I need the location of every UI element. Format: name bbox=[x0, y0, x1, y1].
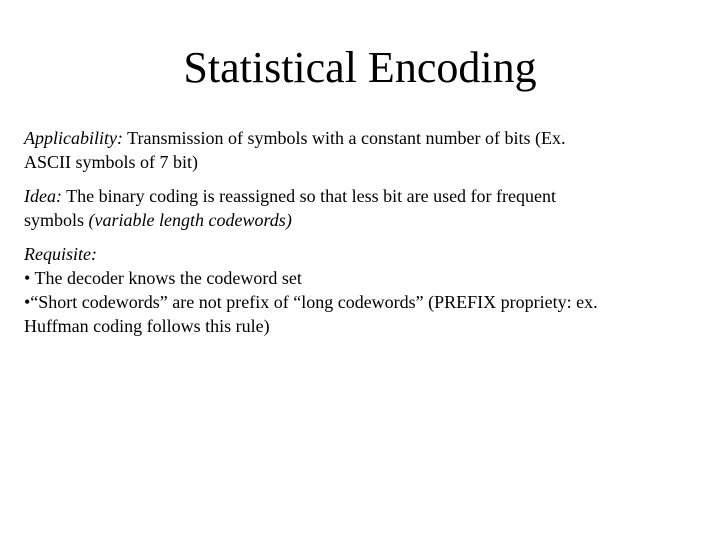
applicability-paragraph bbox=[24, 126, 704, 174]
idea-label: Idea: bbox=[24, 186, 62, 206]
idea-text-2-italic: (variable length codewords) bbox=[88, 210, 292, 230]
requisite-paragraph bbox=[24, 242, 704, 338]
requisite-bullet-2-line-2: Huffman coding follows this rule) bbox=[24, 316, 270, 336]
requisite-bullet-2-line-1: •“Short codewords” are not prefix of “long codewords” (PREFIX propriety: ex. bbox=[24, 292, 598, 312]
idea-text-1: The binary coding is reassigned so that less bit are used for frequent bbox=[61, 186, 557, 206]
applicability-label: Applicability: bbox=[24, 128, 123, 148]
applicability-text-2: ASCII symbols of 7 bit) bbox=[24, 152, 199, 172]
applicability-line-1 bbox=[24, 126, 704, 150]
slide-body bbox=[24, 126, 704, 348]
requisite-bullet-1: • The decoder knows the codeword set bbox=[24, 268, 302, 288]
idea-text-2: symbols bbox=[24, 210, 89, 230]
requisite-label: Requisite: bbox=[24, 244, 97, 264]
applicability-text-1: Transmission of symbols with a constant number of bits (Ex. bbox=[122, 128, 566, 148]
idea-paragraph bbox=[24, 184, 704, 232]
idea-line-1 bbox=[24, 184, 704, 208]
slide-title: Statistical Encoding bbox=[183, 43, 537, 92]
idea-line-2 bbox=[24, 208, 704, 232]
